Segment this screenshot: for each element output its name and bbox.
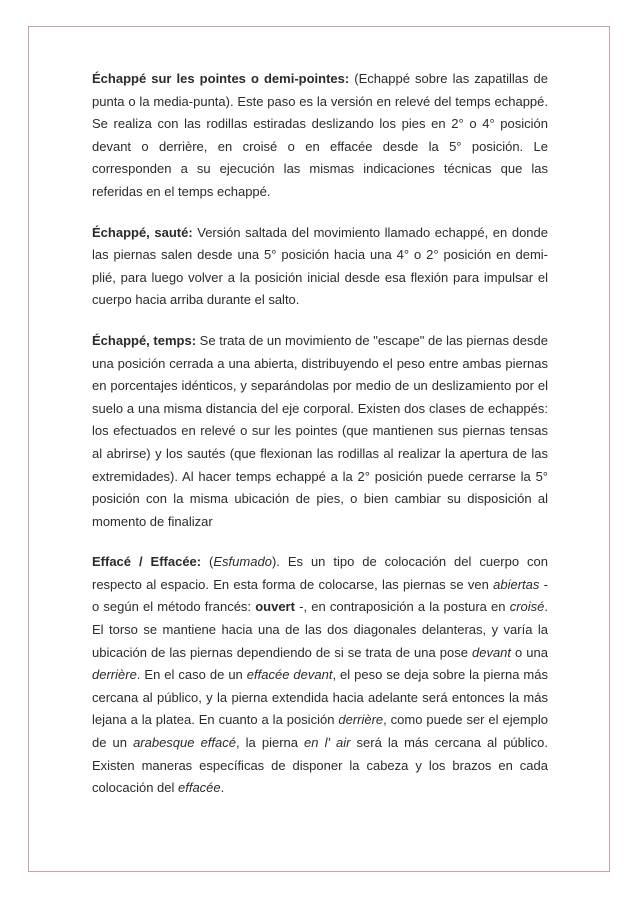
italic-term: Esfumado [213, 554, 272, 570]
paragraph-text: , como puede ser el ejemplo de un [92, 712, 548, 751]
italic-term: derrière [338, 712, 384, 728]
paragraph-text: . En el caso de un [136, 667, 247, 683]
paragraph-text: Versión saltada del movimiento llamado echappé, en donde las piernas salen desde una 5° posición hacia una 4° o 2° posición en demi-plié, para luego volver a la posición inicial desde esa flexión para impulsar el cuerpo hacia arriba durante el salto. [92, 224, 548, 308]
italic-term: abiertas [493, 576, 540, 592]
paragraph-text: . El torso se mantiene hacia una de las dos diagonales delanteras, y varía la ubicación de las piernas dependiendo de si se trata de una pose [92, 599, 548, 660]
term-heading: Effacé / Effacée: [92, 554, 202, 570]
paragraph-text: o una [511, 644, 548, 660]
paragraph-text: . [220, 780, 225, 796]
paragraph-echappe-saute [92, 222, 548, 312]
paragraph-text: -, en contraposición a la postura en [294, 599, 510, 615]
paragraph-text: (Echappé sobre las zapatillas de punta o la media-punta). Este paso es la versión en relevé del temps echappé. Se realiza con las rodillas estiradas deslizando los pies en 2° o 4° posición devant o derrière, en croisé o en effacée desde la 5° posición. Le corresponden a su ejecución las mismas indicaciones técnicas que las referidas en el temps echappé. [92, 71, 548, 199]
term-heading: Échappé, sauté: [92, 224, 193, 240]
paragraph-text: será la más cercana al público. Existen maneras específicas de disponer la cabeza y los brazos en cada colocación del [92, 735, 548, 796]
paragraph-echappe-sur-les-pointes [92, 68, 548, 204]
paragraph-text: Se trata de un movimiento de "escape" de las piernas desde una posición cerrada a una abierta, distribuyendo el peso entre ambas piernas en porcentajes idénticos, y separándolas por medio de un deslizamiento por el suelo a una misma distancia del eje corporal. Existen dos clases de echappés: los efectuados en relevé o sur les pointes (que mantienen sus piernas tensas al abrirse) y los sautés (que flexionan las rodillas al realizar la apertura de las extremidades). Al hacer temps echappé a la 2° posición puede cerrarse la 5° posición con la misma ubicación de pies, o bien cambiar su disposición al momento de finalizar [92, 332, 548, 529]
paragraph-echappe-temps [92, 330, 548, 533]
italic-term: derrière [92, 667, 137, 683]
italic-term: arabesque effacé [133, 735, 236, 751]
paragraph-text: , el peso se deja sobre la pierna más cercana al público, y la pierna extendida hacia adelante será entonces la más lejana a la platea. En cuanto a la posición [92, 667, 548, 728]
italic-term: en l' air [304, 735, 351, 751]
term-heading: Échappé sur les pointes o demi-pointes: [92, 71, 350, 86]
italic-term: devant [471, 644, 512, 660]
italic-term: effacée devant [246, 667, 333, 683]
paragraph-text: - o según el método francés: [92, 576, 548, 615]
document-body [92, 68, 548, 818]
italic-term: croisé [509, 599, 545, 615]
paragraph-text: ). Es un tipo de colocación del cuerpo con respecto al espacio. En esta forma de colocarse, las piernas se ven [92, 554, 548, 592]
paragraph-text: ( [201, 554, 214, 570]
term-heading: Échappé, temps: [92, 332, 197, 348]
italic-term: effacée [178, 780, 221, 796]
paragraph-efface [92, 551, 548, 800]
paragraph-text: , la pierna [235, 735, 305, 751]
bold-term: ouvert [255, 599, 295, 615]
